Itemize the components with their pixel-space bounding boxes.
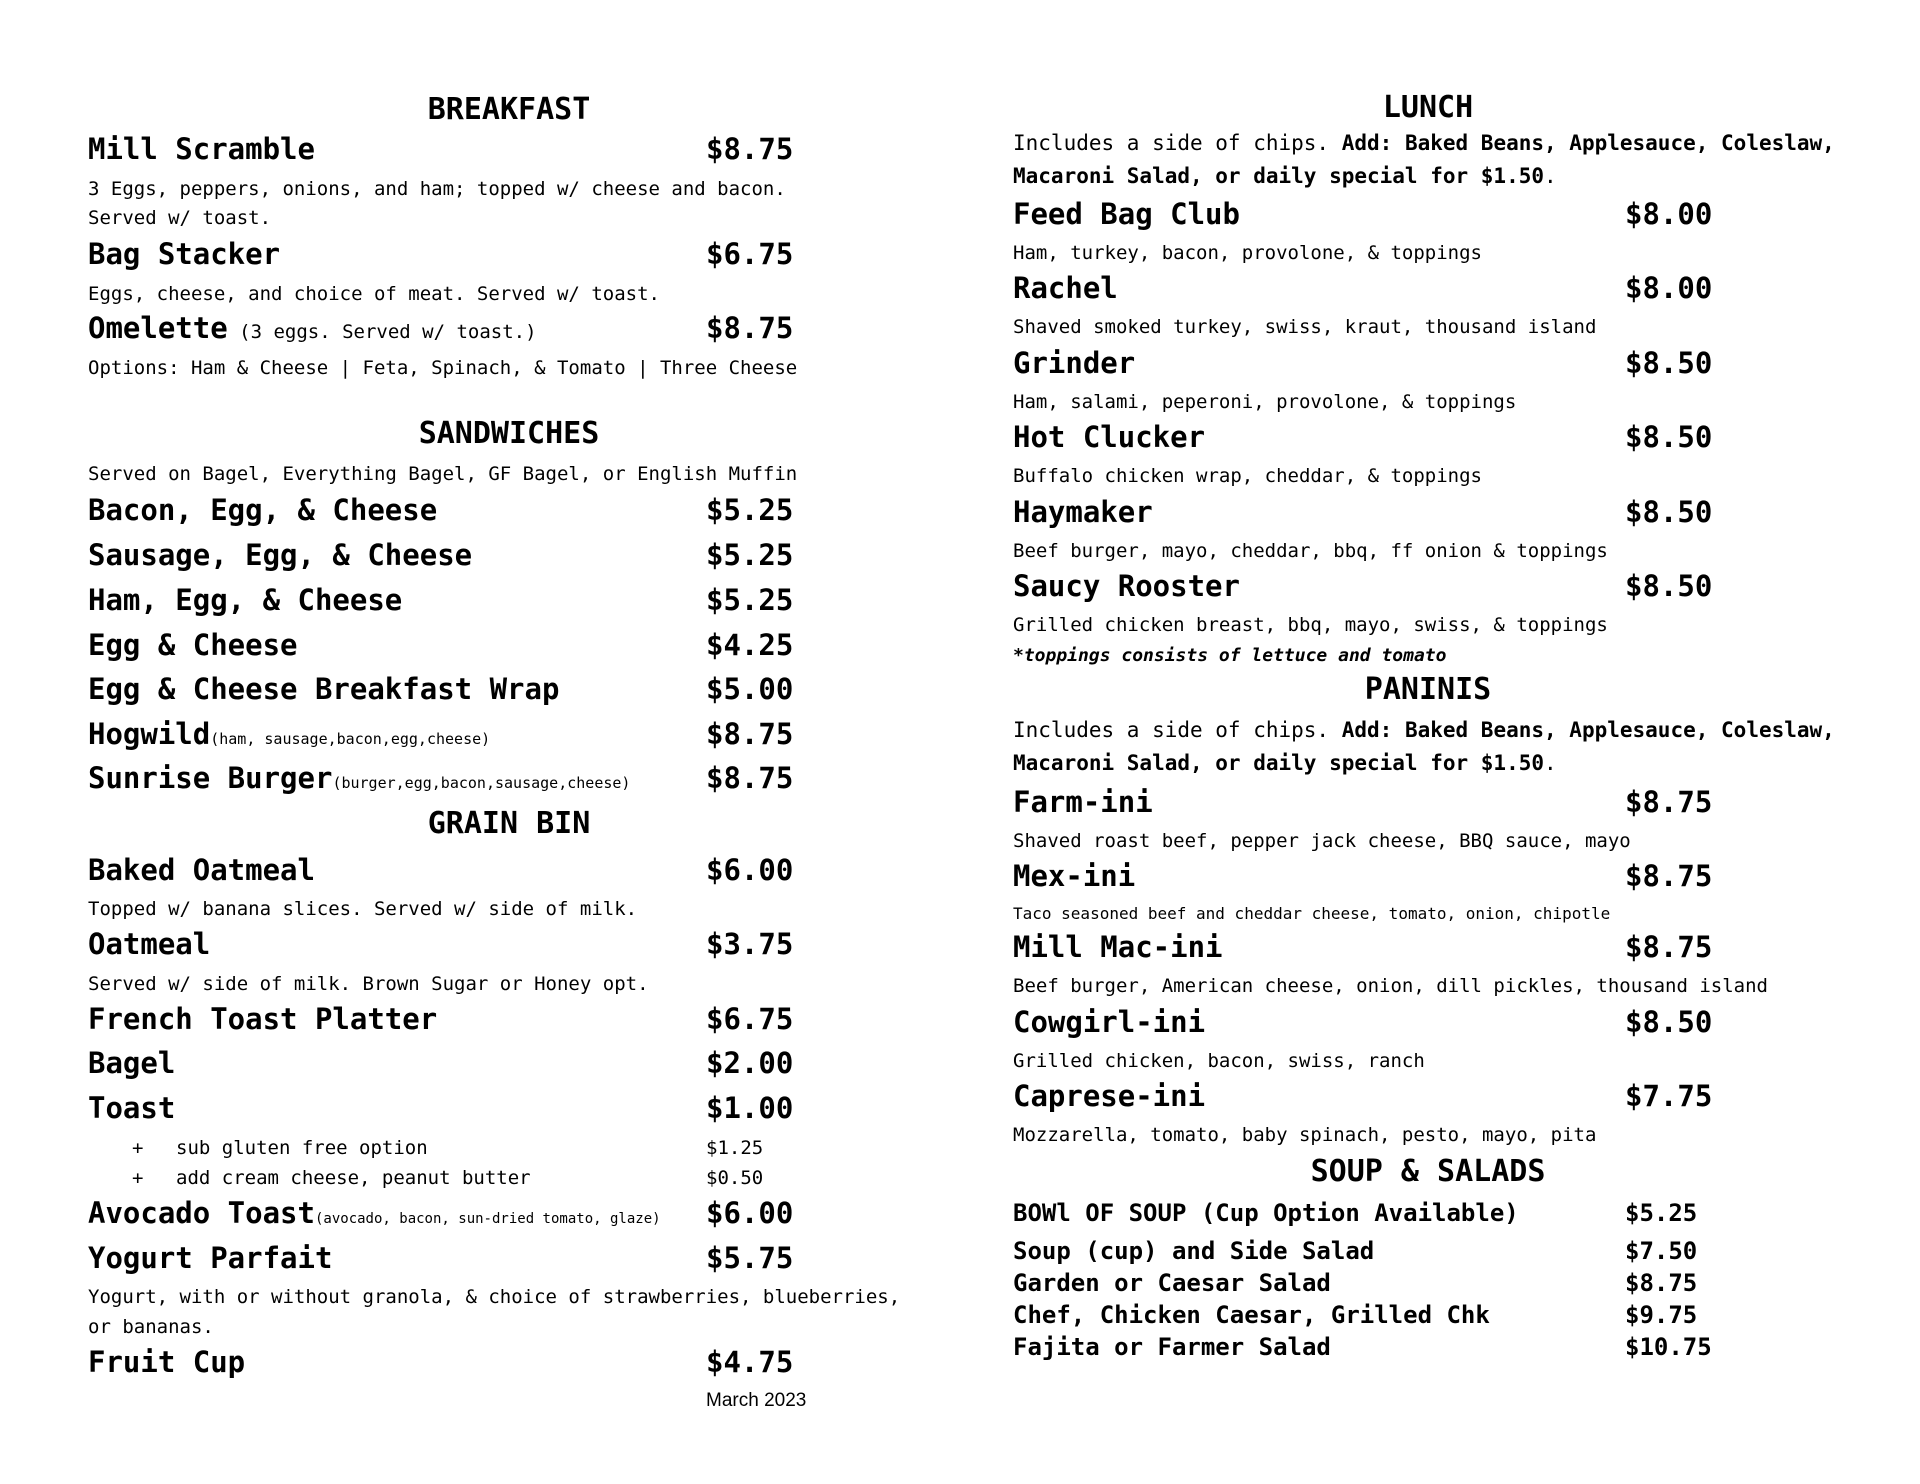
menu-item-name: Feed Bag Club xyxy=(1013,197,1240,231)
menu-item-description: Grilled chicken breast, bbq, mayo, swiss, & toppings xyxy=(1013,614,1608,636)
paninis-intro-plain: Includes a side of chips. xyxy=(1013,718,1342,742)
menu-item-price: $8.75 xyxy=(706,761,794,795)
menu-item-price: $4.25 xyxy=(706,628,794,662)
menu-item-description: Yogurt, with or without granola, & choice of strawberries, blueberries, xyxy=(88,1286,901,1308)
menu-item-description: Ham, turkey, bacon, provolone, & toppings xyxy=(1013,242,1482,264)
addon-label: sub gluten free option xyxy=(176,1137,428,1159)
menu-item-name: Oatmeal xyxy=(88,927,211,961)
menu-item-price: $8.50 xyxy=(1625,346,1713,380)
menu-item-price: $8.75 xyxy=(1625,859,1713,893)
menu-item-name: Chef, Chicken Caesar, Grilled Chk xyxy=(1013,1301,1490,1329)
addon-label: add cream cheese, peanut butter xyxy=(176,1167,531,1189)
menu-item-name: Caprese-ini xyxy=(1013,1079,1206,1113)
menu-item-price: $8.75 xyxy=(706,311,794,345)
menu-item-price: $8.75 xyxy=(706,132,794,166)
menu-item-name: BOWl OF SOUP (Cup Option Available) xyxy=(1013,1199,1519,1227)
menu-item-price: $8.75 xyxy=(1625,1269,1698,1297)
menu-item-name: Cowgirl-ini xyxy=(1013,1005,1206,1039)
menu-item-price: $5.75 xyxy=(706,1241,794,1275)
menu-item-description: Eggs, cheese, and choice of meat. Served w/ toast. xyxy=(88,283,660,305)
menu-item-row xyxy=(88,717,490,751)
toppings-footnote: *toppings consists of lettuce and tomato xyxy=(1013,645,1447,666)
menu-item-price: $8.00 xyxy=(1625,271,1713,305)
menu-item-price: $7.75 xyxy=(1625,1079,1713,1113)
menu-item-description: Grilled chicken, bacon, swiss, ranch xyxy=(1013,1050,1425,1072)
menu-item-description: Taco seasoned beef and cheddar cheese, tomato, onion, chipotle xyxy=(1013,904,1611,923)
menu-item-price: $5.25 xyxy=(706,538,794,572)
menu-item-name: Omelette xyxy=(88,311,228,345)
menu-item-name: Mill Scramble xyxy=(88,132,315,166)
grain-bin-heading: GRAIN BIN xyxy=(427,806,591,841)
menu-item-description: Served w/ side of milk. Brown Sugar or Honey opt. xyxy=(88,973,649,995)
soup-salads-heading: SOUP & SALADS xyxy=(1310,1154,1546,1189)
menu-item-price: $6.75 xyxy=(706,237,794,271)
menu-item-name: Farm-ini xyxy=(1013,785,1153,819)
menu-item-description: Served w/ toast. xyxy=(88,207,272,229)
menu-item-name: Mill Mac-ini xyxy=(1013,930,1223,964)
menu-item-price: $8.50 xyxy=(1625,1005,1713,1039)
menu-item-price: $6.00 xyxy=(706,853,794,887)
menu-item-description: Shaved smoked turkey, swiss, kraut, thousand island xyxy=(1013,316,1597,338)
menu-item-price: $5.25 xyxy=(1625,1199,1698,1227)
menu-item-name: Hogwild xyxy=(88,717,211,751)
menu-item-description: 3 Eggs, peppers, onions, and ham; topped w/ cheese and bacon. xyxy=(88,178,786,200)
menu-item-name: Avocado Toast xyxy=(88,1196,315,1230)
menu-item-row xyxy=(88,761,630,795)
menu-item-name: Egg & Cheese xyxy=(88,628,298,662)
menu-item-price: $8.00 xyxy=(1625,197,1713,231)
lunch-heading: LUNCH xyxy=(1382,90,1474,125)
menu-item-row xyxy=(88,311,537,345)
menu-item-price: $8.50 xyxy=(1625,569,1713,603)
menu-item-name: Fajita or Farmer Salad xyxy=(1013,1333,1331,1361)
addon-price: $1.25 xyxy=(706,1137,764,1159)
addon-bullet: + xyxy=(132,1137,144,1159)
menu-item-name: Saucy Rooster xyxy=(1013,569,1240,603)
menu-item-name: Haymaker xyxy=(1013,495,1153,529)
menu-item-price: $9.75 xyxy=(1625,1301,1698,1329)
menu-item-price: $10.75 xyxy=(1625,1333,1712,1361)
menu-item-price: $3.75 xyxy=(706,927,794,961)
menu-item-name: Rachel xyxy=(1013,271,1118,305)
menu-item-description: Options: Ham & Cheese | Feta, Spinach, & Tomato | Three Cheese xyxy=(88,357,798,379)
menu-item-name: Soup (cup) and Side Salad xyxy=(1013,1237,1375,1265)
menu-item-description: Buffalo chicken wrap, cheddar, & toppings xyxy=(1013,465,1482,487)
menu-item-price: $7.50 xyxy=(1625,1237,1698,1265)
menu-item-name: French Toast Platter xyxy=(88,1002,438,1036)
menu-item-price: $8.75 xyxy=(706,717,794,751)
menu-item-name: Bagel xyxy=(88,1046,176,1080)
menu-item-description: or bananas. xyxy=(88,1316,214,1338)
menu-item-row xyxy=(88,1196,661,1230)
menu-item-description: Mozzarella, tomato, baby spinach, pesto, mayo, pita xyxy=(1013,1124,1597,1146)
menu-item-name: Garden or Caesar Salad xyxy=(1013,1269,1331,1297)
menu-item-description: Shaved roast beef, pepper jack cheese, BBQ sauce, mayo xyxy=(1013,830,1631,852)
menu-item-name: Sunrise Burger xyxy=(88,761,333,795)
paninis-heading: PANINIS xyxy=(1364,672,1492,707)
addon-bullet: + xyxy=(132,1167,144,1189)
menu-item-name: Egg & Cheese Breakfast Wrap xyxy=(88,672,560,706)
menu-item-name: Grinder xyxy=(1013,346,1136,380)
lunch-intro-addons: Add: Baked Beans, Applesauce, Coleslaw, Macaroni Salad, or daily special for $1.50 xyxy=(1013,131,1835,188)
lunch-intro-plain: Includes a side of chips. xyxy=(1013,131,1342,155)
menu-item-price: $5.25 xyxy=(706,583,794,617)
menu-date: March 2023 xyxy=(706,1390,807,1411)
menu-item-price: $6.75 xyxy=(706,1002,794,1036)
menu-item-price: $1.00 xyxy=(706,1091,794,1125)
menu-item-name: Mex-ini xyxy=(1013,859,1136,893)
menu-item-description: Topped w/ banana slices. Served w/ side of milk. xyxy=(88,898,638,920)
paninis-intro-end: . xyxy=(1544,751,1557,775)
sandwiches-heading: SANDWICHES xyxy=(418,416,600,451)
menu-item-note: (3 eggs. Served w/ toast.) xyxy=(227,321,537,343)
paninis-intro-addons: Add: Baked Beans, Applesauce, Coleslaw, Macaroni Salad, or daily special for $1.50 xyxy=(1013,718,1835,775)
menu-item-name: Sausage, Egg, & Cheese xyxy=(88,538,473,572)
menu-item-name: Bacon, Egg, & Cheese xyxy=(88,493,438,527)
menu-item-price: $8.75 xyxy=(1625,930,1713,964)
lunch-intro xyxy=(1013,127,1893,193)
menu-item-name: Yogurt Parfait xyxy=(88,1241,333,1275)
menu-item-description: Beef burger, mayo, cheddar, bbq, ff onion & toppings xyxy=(1013,540,1608,562)
menu-item-note: (avocado, bacon, sun-dried tomato, glaze) xyxy=(314,1211,661,1227)
menu-item-name: Ham, Egg, & Cheese xyxy=(88,583,403,617)
menu-item-name: Fruit Cup xyxy=(88,1345,246,1379)
menu-item-name: Baked Oatmeal xyxy=(88,853,315,887)
menu-item-price: $6.00 xyxy=(706,1196,794,1230)
breakfast-heading: BREAKFAST xyxy=(427,92,591,127)
menu-item-price: $4.75 xyxy=(706,1345,794,1379)
menu-item-description: Beef burger, American cheese, onion, dill pickles, thousand island xyxy=(1013,975,1768,997)
menu-item-price: $8.75 xyxy=(1625,785,1713,819)
menu-item-note: (burger,egg,bacon,sausage,cheese) xyxy=(332,774,631,792)
menu-item-name: Toast xyxy=(88,1091,176,1125)
menu-item-price: $8.50 xyxy=(1625,420,1713,454)
menu-item-name: Hot Clucker xyxy=(1013,420,1206,454)
addon-price: $0.50 xyxy=(706,1167,764,1189)
menu-item-price: $5.25 xyxy=(706,493,794,527)
menu-item-price: $8.50 xyxy=(1625,495,1713,529)
menu-item-price: $5.00 xyxy=(706,672,794,706)
menu-item-description: Ham, salami, peperoni, provolone, & toppings xyxy=(1013,391,1517,413)
lunch-intro-end: . xyxy=(1544,164,1557,188)
sandwiches-intro: Served on Bagel, Everything Bagel, GF Bagel, or English Muffin xyxy=(88,463,798,485)
paninis-intro xyxy=(1013,714,1893,780)
menu-item-price: $2.00 xyxy=(706,1046,794,1080)
menu-item-note: (ham, sausage,bacon,egg,cheese) xyxy=(210,730,491,748)
menu-item-name: Bag Stacker xyxy=(88,237,281,271)
